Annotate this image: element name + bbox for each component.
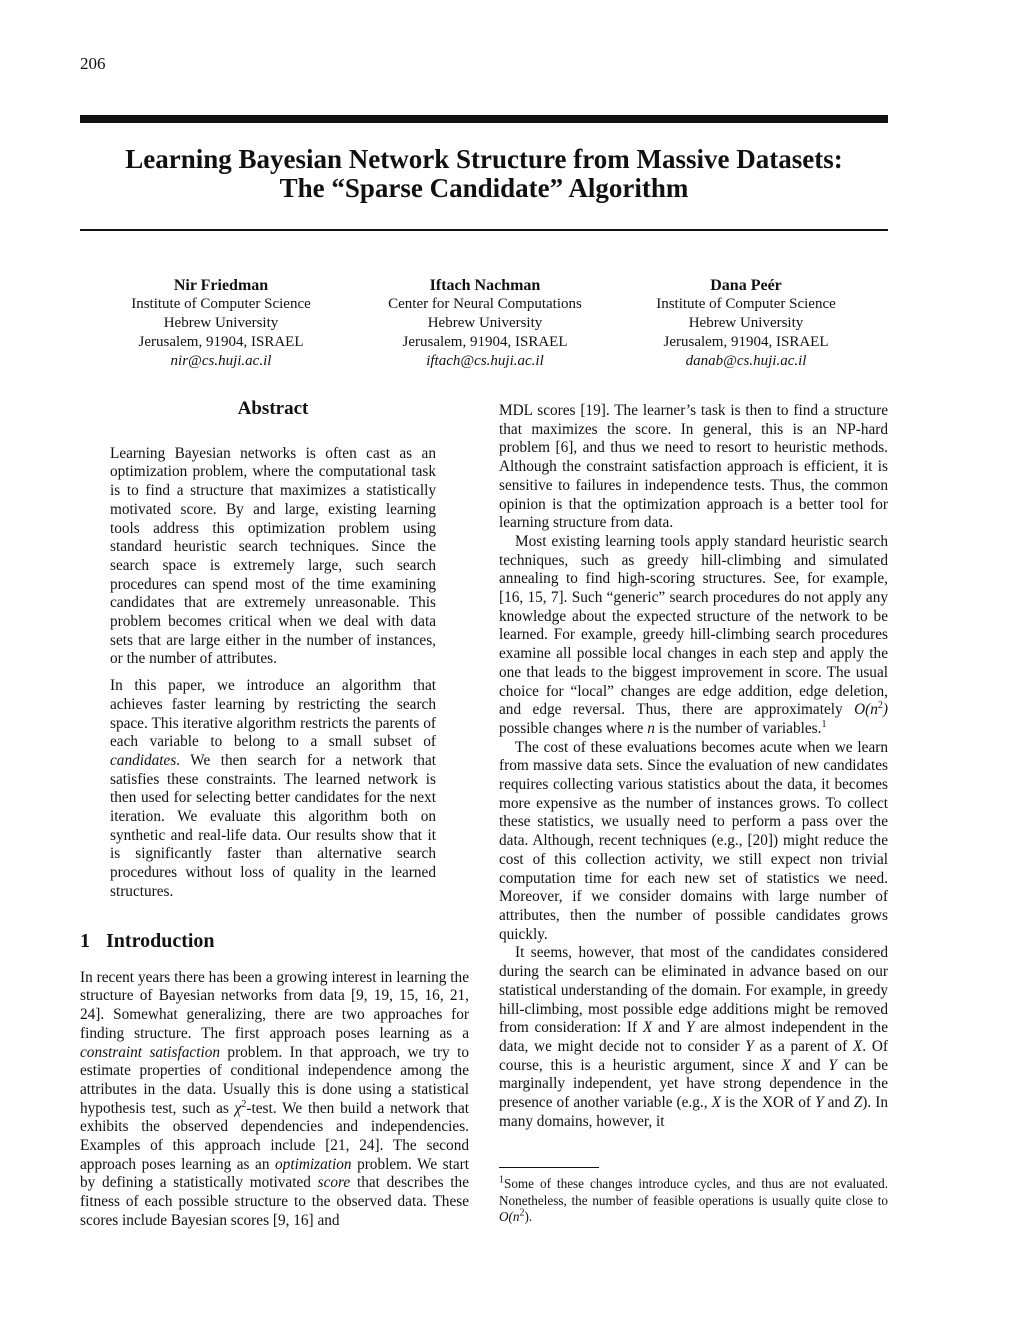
text-span: is the XOR of bbox=[720, 1094, 816, 1112]
author-name: Nir Friedman bbox=[173, 277, 269, 294]
author-block-nachman bbox=[355, 276, 615, 371]
math-variable: Y bbox=[828, 1056, 837, 1074]
footnote-rule bbox=[499, 1167, 599, 1168]
abstract-heading: Abstract bbox=[237, 398, 309, 419]
text-span: In this paper, we introduce an algorithm that achieves faster learning by restricting the search space. This iterative algorithm restricts the parents of each variable to belong to a small subset of bbox=[110, 677, 436, 751]
author-university: Hebrew University bbox=[688, 315, 804, 331]
math-variable: X bbox=[852, 1037, 863, 1055]
text-span: ). In many domains, however, it bbox=[499, 1094, 888, 1130]
text-span: It seems, however, that most of the candidates considered during the search can be eliminated in advance based on our statistical understanding of the domain. For example, in greedy hill-climbing, most possible edge additions might be removed from consideration: If bbox=[499, 944, 888, 1037]
math-variable: X bbox=[781, 1056, 791, 1074]
emphasis: score bbox=[317, 1174, 351, 1192]
text-span: problem. In that approach, we try to estimate properties of conditional independence among the attributes in the data. Usually this is done using a statistical hypothesis test, such as bbox=[80, 1043, 470, 1117]
text-span: problem. We start by defining a statistically motivated bbox=[80, 1155, 470, 1192]
math-superscript: 2 bbox=[877, 700, 883, 712]
text-span: and bbox=[790, 1056, 829, 1074]
body-paragraph-3: The cost of these evaluations becomes acute when we learn from massive data sets. Since the evaluation of new candidates requires collecting various statistics about the data, it becomes more expensive as the number of instances grows. To collect these statistics, we usually need to perform a pass over the data. Although, recent techniques (e.g., [20]) might reduce the cost of this collection activity, we still expect non trivial computation time for each new set of statistics we need. Moreover, if we consider domains with large number of attributes, then the number of possible candidates grows quickly. bbox=[499, 738, 888, 943]
text-span: In recent years there has been a growing interest in learning the structure of Bayesian networks from data [9, 19, 15, 16, 21, 24]. Somewhat generalizing, there are two approaches for finding structure. The first approach poses learning as a bbox=[80, 968, 469, 1042]
author-affiliation: Institute of Computer Science bbox=[656, 296, 836, 312]
math-variable: Z bbox=[853, 1094, 863, 1112]
author-affiliation: Institute of Computer Science bbox=[131, 296, 311, 312]
text-span: possible changes where bbox=[499, 719, 648, 737]
author-email: nir@cs.huji.ac.il bbox=[170, 353, 272, 369]
text-span: -test. We then build a network that exhibits the observed dependencies and independencies. Examples of this approach include [21, 24]. The second approach poses learning as an bbox=[80, 1099, 469, 1173]
text-span: . Of course, this is a heuristic argument, since bbox=[499, 1037, 888, 1074]
text-span: and bbox=[823, 1094, 854, 1112]
math-superscript: 2 bbox=[241, 1098, 247, 1110]
emphasis: optimization bbox=[275, 1155, 352, 1173]
author-address: Jerusalem, 91904, ISRAEL bbox=[663, 334, 829, 350]
abstract-paragraph-2 bbox=[110, 677, 436, 901]
text-span: are almost independent in the data, we might decide not to consider bbox=[499, 1019, 888, 1055]
section-title: Introduction bbox=[106, 930, 215, 952]
math-variable: Y bbox=[815, 1094, 824, 1112]
text-span: can be marginally independent, yet have strong dependence in the presence of another variable (e.g., bbox=[499, 1056, 888, 1112]
abstract-section bbox=[110, 400, 436, 902]
body-paragraph-4 bbox=[499, 944, 888, 1131]
author-name: Dana Peér bbox=[710, 277, 782, 294]
body-paragraph-1: MDL scores [19]. The learner’s task is then to find a structure that maximizes the score. In general, this is an NP-hard problem [6], and thus we need to resort to heuristic methods. Although the constraint satisfaction approach is efficient, it is sensitive to failures in independence tests. Thus, the common opinion is that the optimization approach is a better tool for learning structure from data. bbox=[499, 402, 888, 532]
text-span: is the number of variables. bbox=[654, 719, 822, 737]
emphasis: constraint satisfaction bbox=[80, 1043, 220, 1061]
math-chi: χ bbox=[234, 1099, 242, 1117]
title-bottom-rule bbox=[80, 229, 888, 231]
math-variable: Y bbox=[685, 1019, 695, 1037]
math-variable: Y bbox=[745, 1037, 754, 1055]
section-heading bbox=[80, 932, 469, 951]
footnote-marker: 1 bbox=[499, 1174, 504, 1186]
author-address: Jerusalem, 91904, ISRAEL bbox=[138, 334, 304, 350]
math-variable: X bbox=[711, 1094, 721, 1112]
footnote-text bbox=[499, 1176, 888, 1226]
introduction-section bbox=[80, 932, 469, 1231]
section-number: 1 bbox=[80, 930, 90, 952]
math-variable: n bbox=[647, 719, 655, 737]
text-span: ). bbox=[524, 1209, 533, 1224]
intro-paragraph-1 bbox=[80, 969, 469, 1231]
author-email: iftach@cs.huji.ac.il bbox=[426, 353, 544, 369]
title-line-2: The “Sparse Candidate” Algorithm bbox=[279, 173, 689, 203]
footnote-section bbox=[499, 1167, 888, 1226]
author-university: Hebrew University bbox=[427, 315, 543, 331]
text-span: that describes the fitness of each possible structure to the observed data. These scores include Bayesian scores [9, 16] and bbox=[80, 1174, 469, 1229]
emphasis: candidates bbox=[110, 751, 177, 769]
math-expression: O(n bbox=[499, 1209, 520, 1224]
body-paragraph-2 bbox=[499, 533, 888, 739]
math-expression: O(n bbox=[854, 701, 878, 719]
author-affiliation: Center for Neural Computations bbox=[388, 296, 582, 312]
title-top-rule bbox=[80, 115, 888, 123]
text-span: and bbox=[652, 1019, 686, 1037]
author-email: danab@cs.huji.ac.il bbox=[685, 353, 807, 369]
text-span: . We then search for a network that satisfies these constraints. The learned network is then used for selecting better candidates for the next iteration. We evaluate this algorithm both on synthetic and real-life data. Our results show that it is significantly faster than alternative search procedures without loss of quality in the learned structures. bbox=[110, 751, 436, 900]
right-column bbox=[499, 402, 888, 1131]
author-address: Jerusalem, 91904, ISRAEL bbox=[402, 334, 568, 350]
paper-title bbox=[80, 145, 888, 203]
title-line-1: Learning Bayesian Network Structure from Massive Datasets: bbox=[125, 144, 843, 174]
author-university: Hebrew University bbox=[163, 315, 279, 331]
text-span: Most existing learning tools apply standard heuristic search techniques, such as greedy hill-climbing and simulated annealing to find high-scoring structures. See, for example, [16, 15, 7]. Such “generic” search procedures do not apply any knowledge about the expected structure of the network to be learned. For example, greedy hill-climbing search procedures examine all possible local changes in each step and apply the one that leads to the biggest improvement in score. The usual choice for “local” changes are edge addition, edge deletion, and edge reversal. Thus, there are approximately bbox=[499, 532, 888, 719]
page-number: 206 bbox=[80, 54, 106, 73]
math-superscript: 2 bbox=[519, 1207, 525, 1219]
math-variable: X bbox=[642, 1019, 653, 1037]
text-span: as a parent of bbox=[753, 1037, 853, 1055]
math-expression: ) bbox=[882, 701, 888, 719]
author-name: Iftach Nachman bbox=[429, 277, 541, 294]
text-span: Some of these changes introduce cycles, and thus are not evaluated. Nonetheless, the number of feasible operations is usually quite close to bbox=[499, 1176, 888, 1208]
author-block-friedman bbox=[91, 276, 351, 371]
footnote-marker: 1 bbox=[821, 718, 827, 730]
author-block-peer bbox=[616, 276, 876, 371]
abstract-paragraph-1: Learning Bayesian networks is often cast as an optimization problem, where the computational task is to find a structure that maximizes a statistically motivated score. By and large, existing learning tools address this optimization problem using standard heuristic search techniques. Since the search space is extremely large, such search procedures can spend most of the time examining candidates that are extremely unreasonable. This problem becomes critical when we deal with data sets that are large either in the number of instances, or the number of attributes. bbox=[110, 444, 436, 668]
